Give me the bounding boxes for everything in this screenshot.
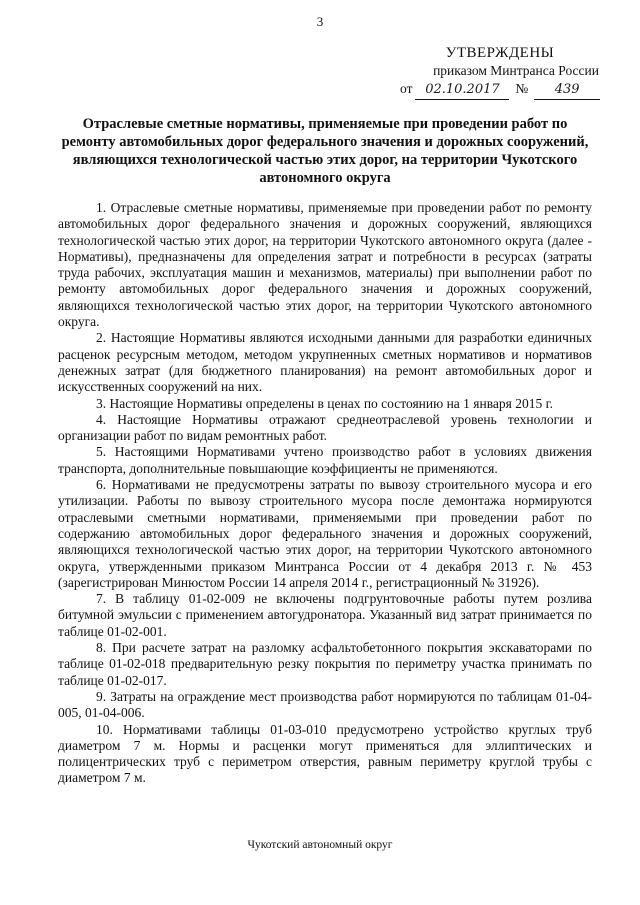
paragraph: 10. Нормативами таблицы 01-03-010 предусмотрено устройство круглых труб диаметром 7 м. Нормы и расценки могут применяться для эллиптических и полицентрических труб с периметром отверстия, равным периметру круглой трубы с диаметром 7 м. — [58, 721, 592, 786]
paragraph: 2. Настоящие Нормативы являются исходными данными для разработки единичных расценок ресурсным методом, методом укрупненных сметных нормативов и нормативов денежных затрат (для бюджетного планирования) на ремонт автомобильных дорог и искусственных сооружений на них. — [58, 330, 592, 395]
approved-by-order: приказом Минтранса России — [433, 63, 599, 78]
page-footer: Чукотский автономный округ — [247, 839, 393, 851]
document-title: Отраслевые сметные нормативы, применяемые при проведении работ по ремонту автомобильных дорог федерального значения и дорожных сооружений, являющихся технологической частью этих дорог, на территории Чукотского автономного округа — [61, 116, 589, 186]
paragraph: 9. Затраты на ограждение мест производства работ нормируются по таблицам 01-04-005, 01-04-006. — [58, 688, 592, 721]
paragraph: 4. Настоящие Нормативы отражают среднеотраслевой уровень технологии и организации работ по видам ремонтных работ. — [58, 411, 592, 444]
paragraph: 7. В таблицу 01-02-009 не включены подгрунтовочные работы путем розлива битумной эмульсии с применением автогудронатора. Указанный вид затрат принимается по таблице 01-02-001. — [58, 591, 592, 639]
handwritten-number: 439 — [534, 81, 600, 100]
approved-heading: УТВЕРЖДЕНЫ — [445, 45, 555, 61]
from-label: от — [400, 81, 413, 96]
approval-stamp — [400, 44, 600, 100]
paragraph: 6. Нормативами не предусмотрены затраты по вывозу строительного мусора и его утилизации. Работы по вывозу строительного мусора после демонтажа нормируются отраслевыми сметными нормативами, применяемыми при проведении работ по содержанию автомобильных дорог федерального значения и дорожных сооружений, являющихся технологической частью этих дорог, на территории Чукотского автономного округа, утвержденными приказом Минтранса России от 4 декабря 2013 г. № 453 (зарегистрирован Минюстом России 14 апреля 2014 г., регистрационный № 31926). — [58, 477, 592, 590]
handwritten-date: 02.10.2017 — [415, 81, 509, 100]
number-label: № — [515, 81, 529, 96]
paragraph: 3. Настоящие Нормативы определены в ценах по состоянию на 1 января 2015 г. — [96, 395, 554, 411]
paragraph: 1. Отраслевые сметные нормативы, применяемые при проведении работ по ремонту автомобильных дорог федерального значения и дорожных сооружений, являющихся технологической частью этих дорог, на территории Чукотского автономного округа (далее - Нормативы), предназначены для определения затрат и потребности в ресурсах (затраты труда рабочих, эксплуатация машин и механизмов, материалы) при выполнении работ по ремонту автомобильных дорог федерального значения и дорожных сооружений, являющихся технологической частью этих дорог, на территории Чукотского автономного округа. — [58, 200, 592, 330]
paragraph: 8. При расчете затрат на разломку асфальтобетонного покрытия экскаваторами по таблице 01-02-018 предварительную резку покрытия по периметру участка принимать по таблице 01-02-017. — [58, 640, 592, 688]
paragraph: 5. Настоящими Нормативами учтено производство работ в условиях движения транспорта, дополнительные повышающие коэффициенты не применяются. — [58, 444, 592, 476]
order-date-number-line — [400, 80, 600, 100]
document-body — [58, 200, 592, 787]
page-number: 3 — [316, 14, 324, 29]
